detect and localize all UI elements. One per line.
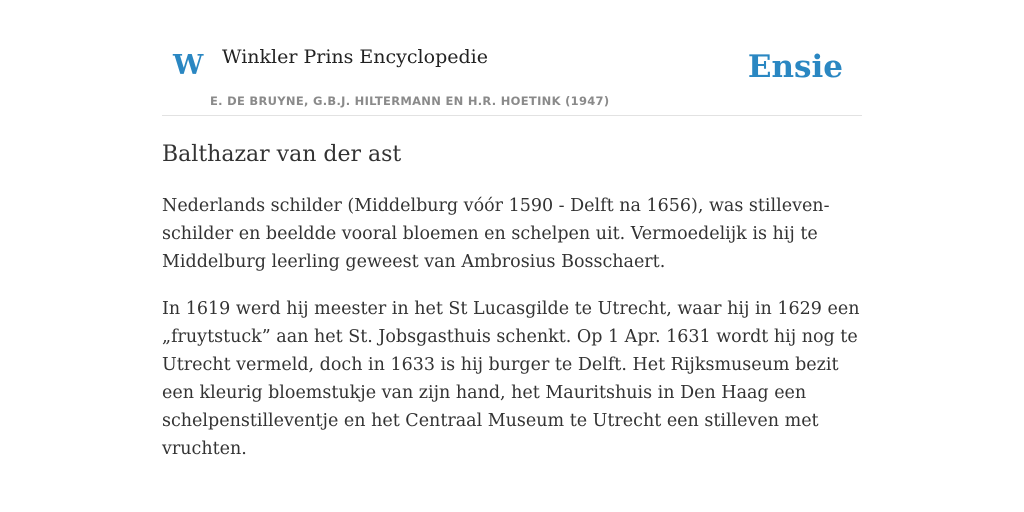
source-authors: E. DE BRUYNE, G.B.J. HILTERMANN EN H.R. HOETINK (1947) bbox=[210, 94, 610, 108]
source-header bbox=[162, 40, 862, 116]
article-title: Balthazar van der ast bbox=[162, 142, 402, 167]
ensie-logo[interactable]: Ensie bbox=[747, 49, 843, 85]
article-paragraph: In 1619 werd hij meester in het St Lucasgilde te Utrecht, waar hij in 1629 een „fruytstuck” aan het St. Jobsgasthuis schenkt. Op 1 Apr. 1631 wordt hij nog te Utrecht vermeld, doch in 1633 is hij burger te Delft. Het Rijksmuseum bezit een kleurig bloemstukje van zijn hand, het Mauritshuis in Den Haag een schelpenstilleventje en het Centraal Museum te Utrecht een stilleven met vruchten. bbox=[162, 299, 860, 459]
source-title[interactable]: Winkler Prins Encyclopedie bbox=[222, 46, 488, 68]
article-paragraph: Nederlands schilder (Middelburg vóór 1590 - Delft na 1656), was stilleven-schilder en beeldde vooral bloemen en schelpen uit. Vermoedelijk is hij te Middelburg leerling geweest van Ambrosius Bosschaert. bbox=[162, 196, 830, 272]
winkler-prins-logo[interactable]: W bbox=[173, 50, 204, 81]
